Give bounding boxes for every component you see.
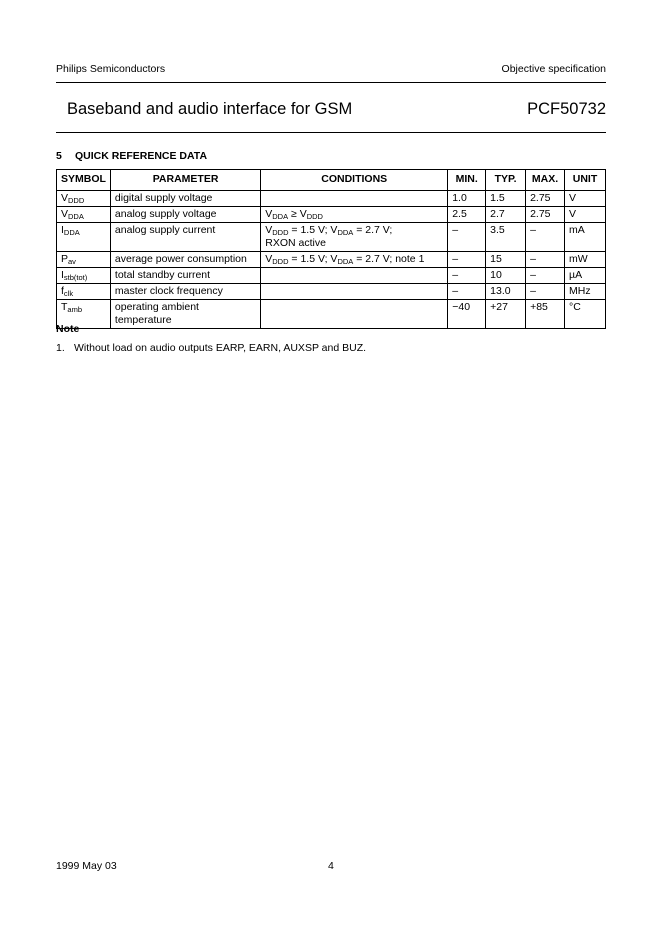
condition-subscript: DDA: [272, 212, 289, 221]
note-text: Without load on audio outputs EARP, EARN, AUXSP and BUZ.: [74, 342, 367, 354]
typ-cell: 15: [486, 252, 526, 268]
condition-text: = 2.7 V; note 1: [353, 253, 425, 265]
typ-cell: 2.7: [486, 207, 526, 223]
table-row: [57, 300, 606, 329]
condition-text: = 1.5 V; V: [288, 224, 338, 236]
symbol-cell: [57, 191, 111, 207]
condition-text: V: [265, 224, 273, 236]
parameter-cell: analog supply current: [110, 223, 260, 252]
max-cell: –: [526, 252, 565, 268]
typ-cell: 3.5: [486, 223, 526, 252]
table-row: [57, 223, 606, 252]
column-header: TYP.: [486, 170, 526, 191]
symbol-main: I: [61, 224, 64, 236]
column-header: MAX.: [526, 170, 565, 191]
condition-text: V: [265, 208, 273, 220]
document-code: PCF50732: [527, 100, 606, 118]
unit-cell: µA: [565, 268, 606, 284]
header-company: Philips Semiconductors: [56, 63, 166, 75]
document-title: Baseband and audio interface for GSM: [67, 100, 353, 118]
column-header: UNIT: [565, 170, 606, 191]
max-cell: 2.75: [526, 191, 565, 207]
note-item: [56, 342, 366, 354]
typ-cell: 1.5: [486, 191, 526, 207]
unit-cell: MHz: [565, 284, 606, 300]
min-cell: –: [448, 284, 486, 300]
symbol-main: V: [61, 192, 69, 204]
parameter-cell: analog supply voltage: [110, 207, 260, 223]
typ-cell: 10: [486, 268, 526, 284]
symbol-subscript: av: [68, 257, 76, 266]
condition-subscript: DDD: [272, 228, 289, 237]
note-heading: Note: [56, 323, 80, 335]
table-row: [57, 252, 606, 268]
table-header-row: [57, 170, 606, 191]
parameter-cell: average power consumption: [110, 252, 260, 268]
symbol-main: T: [61, 301, 68, 313]
header-rule: [56, 82, 606, 83]
condition-text: V: [265, 253, 273, 265]
unit-cell: °C: [565, 300, 606, 329]
column-header: PARAMETER: [110, 170, 260, 191]
unit-cell: V: [565, 207, 606, 223]
min-cell: –: [448, 268, 486, 284]
condition-subscript: DDD: [272, 257, 289, 266]
max-cell: –: [526, 284, 565, 300]
condition-text: = 2.7 V;: [353, 224, 393, 236]
symbol-cell: [57, 284, 111, 300]
quick-reference-table: [56, 169, 606, 329]
max-cell: 2.75: [526, 207, 565, 223]
min-cell: 2.5: [448, 207, 486, 223]
typ-cell: +27: [486, 300, 526, 329]
symbol-subscript: DDA: [68, 212, 84, 221]
min-cell: 1.0: [448, 191, 486, 207]
parameter-cell: operating ambient temperature: [110, 300, 260, 329]
section-title: QUICK REFERENCE DATA: [75, 150, 208, 162]
max-cell: –: [526, 223, 565, 252]
symbol-main: I: [61, 269, 64, 281]
typ-cell: 13.0: [486, 284, 526, 300]
section-heading: [56, 150, 207, 162]
symbol-cell: [57, 207, 111, 223]
symbol-main: P: [61, 253, 69, 265]
unit-cell: V: [565, 191, 606, 207]
symbol-subscript: DDA: [63, 228, 80, 237]
parameter-cell: master clock frequency: [110, 284, 260, 300]
section-number: 5: [56, 150, 62, 162]
unit-cell: mW: [565, 252, 606, 268]
table-row: [57, 191, 606, 207]
conditions-cell: [261, 191, 448, 207]
footer-date: 1999 May 03: [56, 860, 117, 872]
column-header: CONDITIONS: [261, 170, 448, 191]
condition-text: = 1.5 V; V: [288, 253, 338, 265]
table-body: [57, 191, 606, 329]
header-spec-status: Objective specification: [501, 63, 606, 75]
max-cell: –: [526, 268, 565, 284]
min-cell: –: [448, 223, 486, 252]
symbol-main: V: [61, 208, 69, 220]
column-header: SYMBOL: [57, 170, 111, 191]
symbol-cell: [57, 252, 111, 268]
conditions-cell: [261, 284, 448, 300]
symbol-subscript: clk: [63, 289, 74, 298]
symbol-cell: [57, 268, 111, 284]
parameter-cell: total standby current: [110, 268, 260, 284]
symbol-subscript: amb: [67, 305, 83, 314]
conditions-cell: [261, 268, 448, 284]
symbol-subscript: stb(tot): [63, 273, 88, 282]
page-number: 4: [328, 860, 334, 872]
table-row: [57, 284, 606, 300]
table-row: [57, 268, 606, 284]
parameter-cell: digital supply voltage: [110, 191, 260, 207]
symbol-main: f: [61, 285, 64, 297]
condition-subscript: DDD: [306, 212, 323, 221]
symbol-cell: [57, 223, 111, 252]
note-number: 1.: [56, 342, 65, 354]
conditions-cell: [261, 300, 448, 329]
conditions-cell: [261, 223, 448, 252]
min-cell: −40: [448, 300, 486, 329]
conditions-cell: [261, 252, 448, 268]
symbol-subscript: DDD: [68, 196, 85, 205]
unit-cell: mA: [565, 223, 606, 252]
condition-subscript: DDA: [337, 257, 354, 266]
max-cell: +85: [526, 300, 565, 329]
column-header: MIN.: [448, 170, 486, 191]
condition-text: RXON active: [265, 237, 326, 249]
condition-text: ≥ V: [288, 208, 307, 220]
min-cell: –: [448, 252, 486, 268]
condition-subscript: DDA: [337, 228, 354, 237]
title-rule: [56, 132, 606, 133]
table-row: [57, 207, 606, 223]
conditions-cell: [261, 207, 448, 223]
